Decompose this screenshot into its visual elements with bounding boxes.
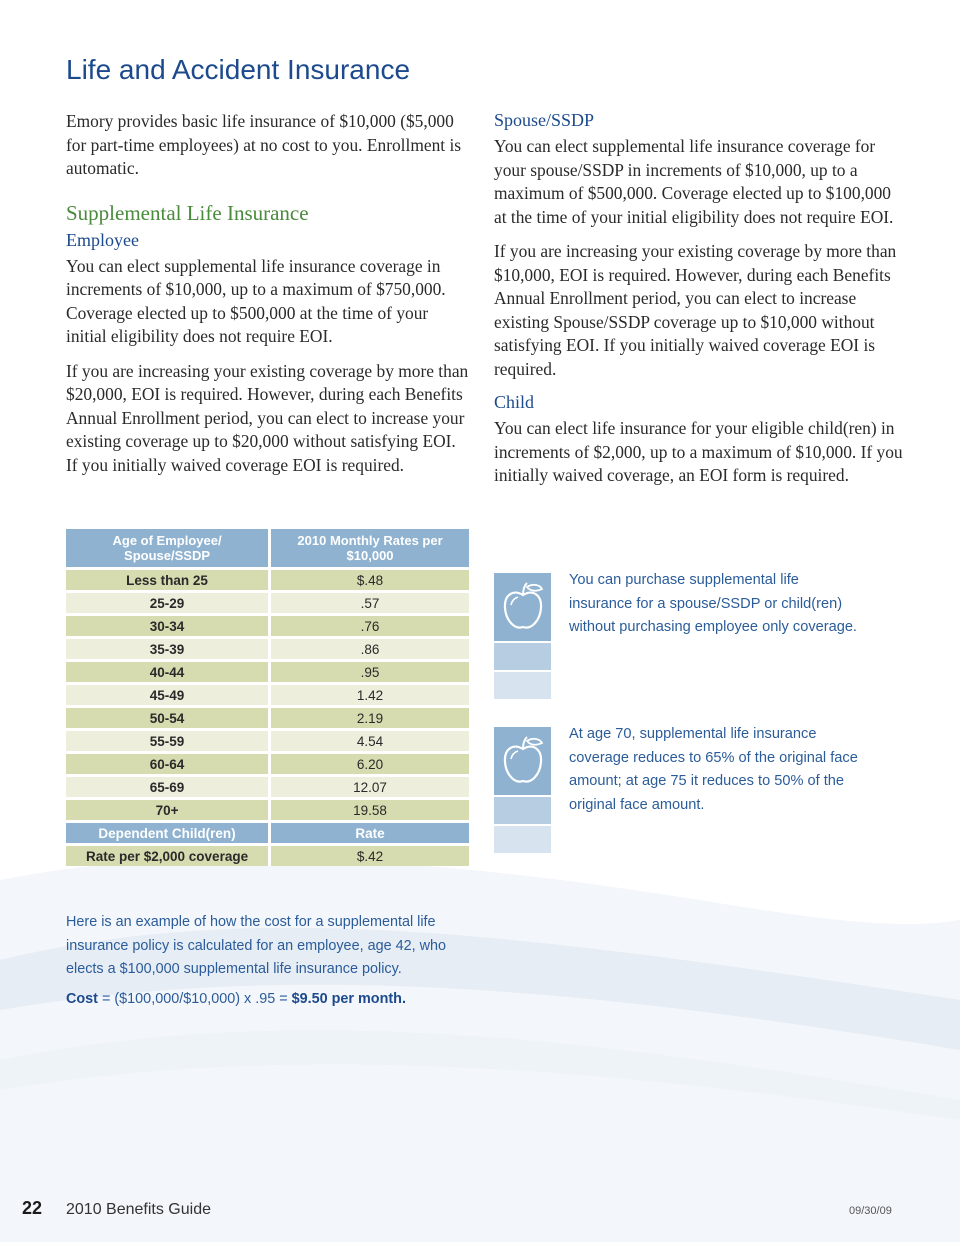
callout-tile xyxy=(494,672,551,699)
left-column xyxy=(66,110,470,488)
rates-table xyxy=(66,526,469,869)
callout-text: You can purchase supplemental life insurance for a spouse/SSDP or child(ren) without purchasing employee only coverage. xyxy=(569,572,857,635)
child-paragraph: You can elect life insurance for your eligible child(ren) in increments of $2,000, up to a maximum of $10,000. If you initially waived coverage, an EOI form is required. xyxy=(494,418,903,485)
right-column xyxy=(494,110,904,499)
callout-tile xyxy=(494,643,551,670)
rate-cell: .86 xyxy=(271,639,469,659)
child-header-rate: Rate xyxy=(271,823,469,843)
child-header-label: Dependent Child(ren) xyxy=(66,823,271,843)
child-rate-row xyxy=(66,846,469,866)
rate-cell: 12.07 xyxy=(271,777,469,797)
age-cell: 35-39 xyxy=(66,639,271,659)
print-date: 09/30/09 xyxy=(849,1205,892,1217)
table-row xyxy=(66,685,469,705)
rate-cell: .57 xyxy=(271,593,469,613)
guide-title: 2010 Benefits Guide xyxy=(66,1201,211,1218)
cost-line xyxy=(66,988,466,1010)
table-row xyxy=(66,616,469,636)
age-cell: 60-64 xyxy=(66,754,271,774)
child-header-row xyxy=(66,823,469,843)
age-cell: 25-29 xyxy=(66,593,271,613)
age-cell: 50-54 xyxy=(66,708,271,728)
age-cell: 30-34 xyxy=(66,616,271,636)
rate-cell: 4.54 xyxy=(271,731,469,751)
rate-cell: 2.19 xyxy=(271,708,469,728)
table-row xyxy=(66,800,469,820)
table-row xyxy=(66,777,469,797)
child-rate-value: $.42 xyxy=(271,846,469,866)
table-row xyxy=(66,639,469,659)
callout-text: At age 70, supplemental life insurance coverage reduces to 65% of the original face amount; at age 75 it reduces to 50% of the original face amount. xyxy=(569,726,858,813)
spouse-paragraph-2: If you are increasing your existing coverage by more than $10,000, EOI is required. However, during each Benefits Annual Enrollment period, you can elect to increase existing Spouse/SSDP coverage up to $10,000 without satisfying EOI. If you initially waived coverage EOI is required. xyxy=(494,241,897,379)
table-row xyxy=(66,731,469,751)
table-row xyxy=(66,593,469,613)
spouse-paragraph-1: You can elect supplemental life insurance coverage for your spouse/SSDP in increments of $10,000, up to a maximum of $500,000. Coverage elected up to $100,000 at the time of your initial eligibility does not require EOI. xyxy=(494,136,894,227)
rate-cell: .95 xyxy=(271,662,469,682)
example-text: Here is an example of how the cost for a supplemental life insurance policy is calculated for an employee, age 42, who elects a $100,000 supplemental life insurance policy. xyxy=(66,914,446,977)
rate-cell: $.48 xyxy=(271,570,469,590)
age-cell: 45-49 xyxy=(66,685,271,705)
table-row xyxy=(66,754,469,774)
page-number: 22 xyxy=(22,1198,43,1218)
employee-paragraph-1: You can elect supplemental life insurance coverage in increments of $10,000, up to a maximum of $750,000. Coverage elected up to $500,000 at the time of your initial eligibility does not require EOI. xyxy=(66,255,446,346)
child-heading: Child xyxy=(494,392,535,412)
cost-label: Cost xyxy=(66,990,98,1007)
supplemental-heading: Supplemental Life Insurance xyxy=(66,200,309,225)
child-rate-label: Rate per $2,000 coverage xyxy=(66,846,271,866)
age-cell: 65-69 xyxy=(66,777,271,797)
callout-tiles xyxy=(494,727,551,853)
age-cell: 40-44 xyxy=(66,662,271,682)
header-rate: 2010 Monthly Rates per $10,000 xyxy=(271,529,469,567)
intro-paragraph: Emory provides basic life insurance of $10,000 ($5,000 for part-time employees) at no cost to you. Enrollment is automatic. xyxy=(66,111,462,178)
callout-tile xyxy=(494,826,551,853)
cost-formula: = ($100,000/$10,000) x .95 = xyxy=(97,990,292,1007)
age-cell: 70+ xyxy=(66,800,271,820)
page-title: Life and Accident Insurance xyxy=(66,54,411,85)
callout-tile xyxy=(494,797,551,824)
spouse-heading: Spouse/SSDP xyxy=(494,110,595,130)
rate-cell: .76 xyxy=(271,616,469,636)
callout-tiles xyxy=(494,573,551,699)
cost-result: $9.50 per month. xyxy=(291,990,406,1007)
table-row xyxy=(66,570,469,590)
employee-paragraph-2: If you are increasing your existing coverage by more than $20,000, EOI is required. However, during each Benefits Annual Enrollment period, you can elect to increase your existing coverage up to $20,000 without satisfying EOI. If you initially waived coverage EOI is required. xyxy=(66,360,469,475)
age-cell: Less than 25 xyxy=(66,570,271,590)
apple-icon xyxy=(494,573,551,641)
age-cell: 55-59 xyxy=(66,731,271,751)
rates-table-header xyxy=(66,529,469,567)
rate-cell: 19.58 xyxy=(271,800,469,820)
rate-cell: 1.42 xyxy=(271,685,469,705)
cost-example xyxy=(66,911,466,1010)
table-row xyxy=(66,708,469,728)
employee-heading: Employee xyxy=(66,229,139,250)
table-row xyxy=(66,662,469,682)
header-age: Age of Employee/ Spouse/SSDP xyxy=(66,529,271,567)
rate-cell: 6.20 xyxy=(271,754,469,774)
apple-icon xyxy=(494,727,551,795)
